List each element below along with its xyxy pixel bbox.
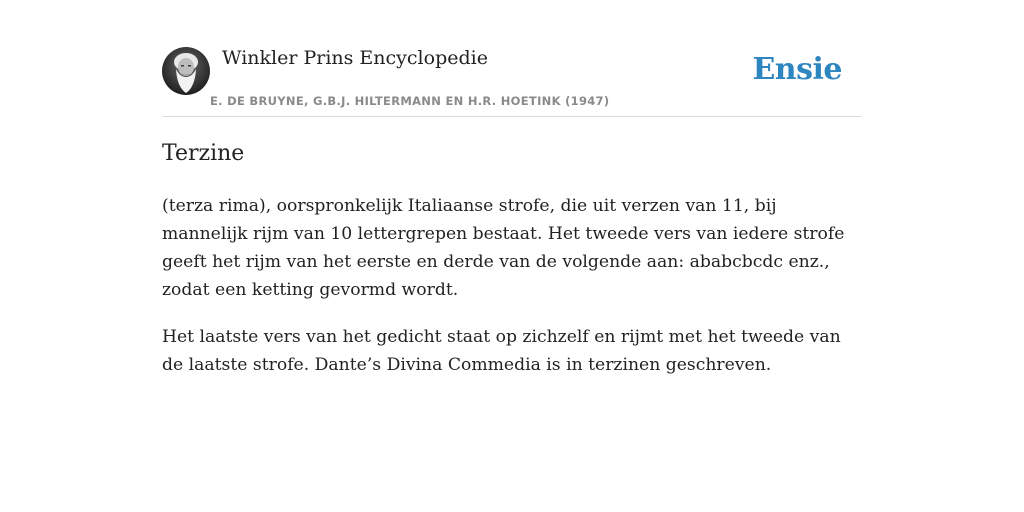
source-header: [162, 46, 862, 117]
article-paragraph: (terza rima), oorspronkelijk Italiaanse strofe, die uit verzen van 11, bij mannelijk rijm van 10 lettergrepen bestaat. Het tweede vers van iedere strofe geeft het rijm van het eerste en derde van de volgende aan: ababcbcdc enz., zodat een ketting gevormd wordt.: [162, 196, 845, 300]
bearded-man-portrait-icon: [162, 47, 210, 95]
page: [162, 0, 862, 512]
article-paragraph: Het laatste vers van het gedicht staat op zichzelf en rijmt met het tweede van de laatste strofe. Dante’s Divina Commedia is in terzinen geschreven.: [162, 327, 841, 375]
article-title: Terzine: [162, 141, 245, 166]
source-title[interactable]: Winkler Prins Encyclopedie: [222, 47, 488, 69]
source-authors: E. DE BRUYNE, G.B.J. HILTERMANN EN H.R. HOETINK (1947): [210, 94, 610, 108]
article-body: [162, 192, 862, 398]
avatar[interactable]: [162, 47, 210, 95]
brand-logo-link[interactable]: Ensie: [752, 52, 842, 87]
